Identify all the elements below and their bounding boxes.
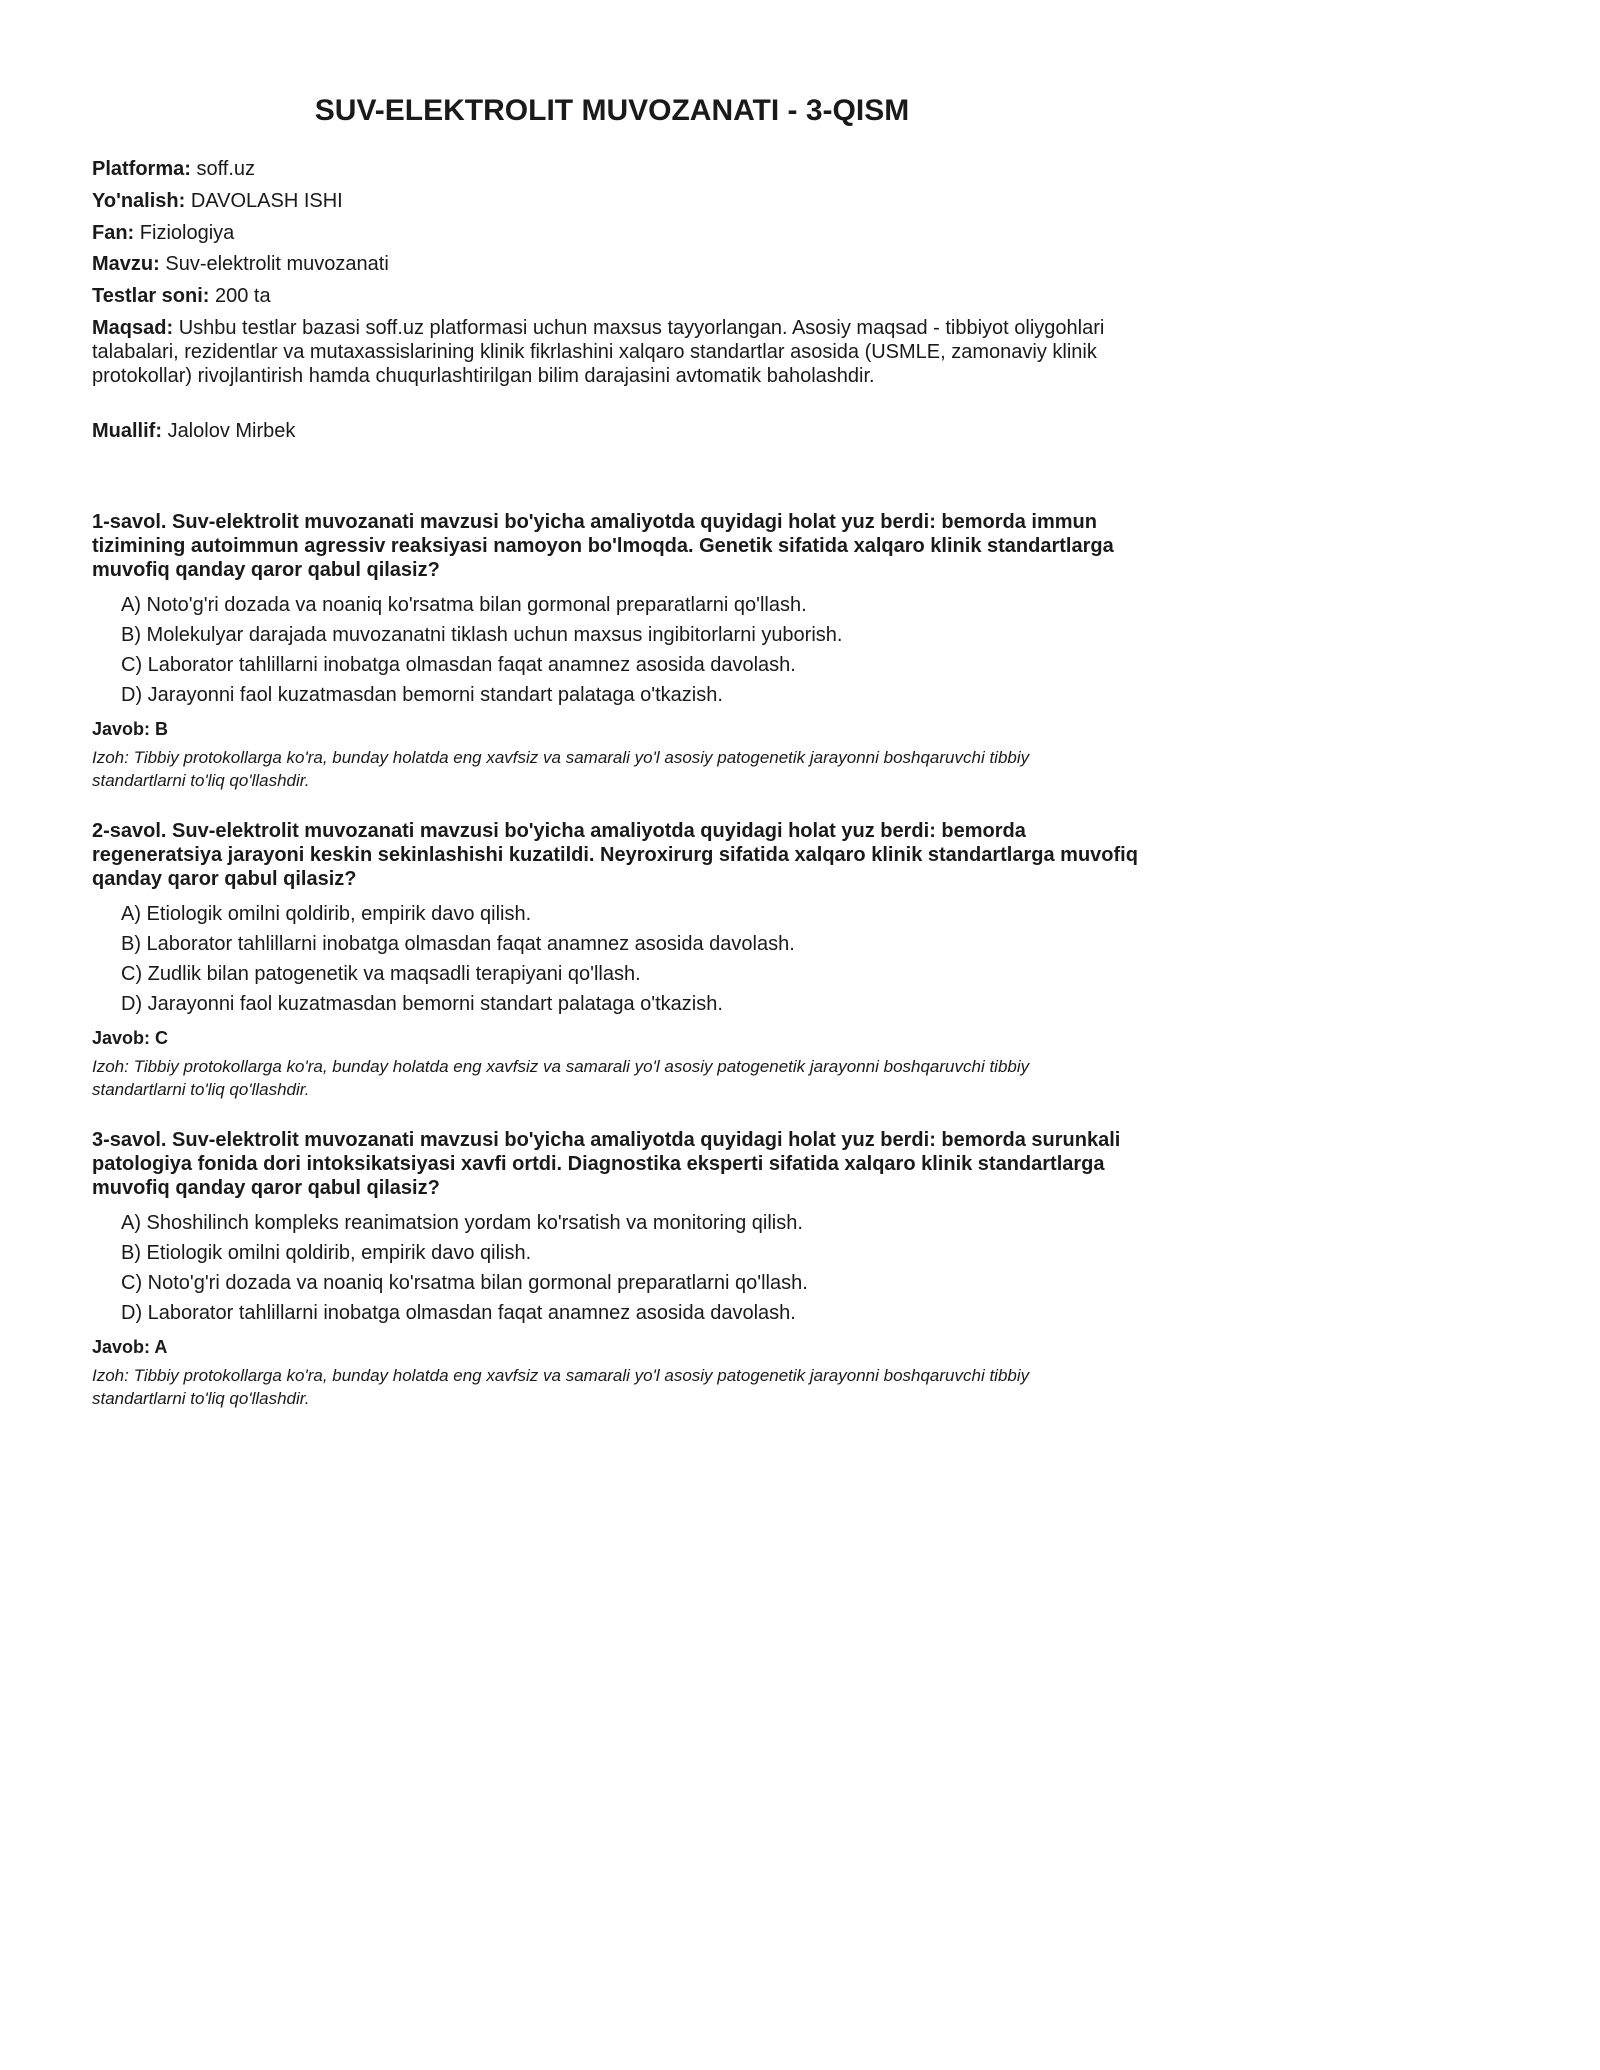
meta-label: Yo'nalish:: [92, 190, 186, 212]
meta-value: Fiziologiya: [139, 222, 235, 244]
options-list: [121, 590, 1142, 710]
meta-platform: [92, 157, 1142, 181]
option-a: A) Shoshilinch kompleks reanimatsion yordam ko'rsatish va monitoring qilish.: [121, 1212, 803, 1234]
option-a: A) Noto'g'ri dozada va noaniq ko'rsatma bilan gormonal preparatlarni qo'llash.: [121, 594, 807, 616]
meta-label: Mavzu:: [92, 253, 160, 275]
meta-label: Testlar soni:: [92, 285, 210, 307]
question-text: 2-savol. Suv-elektrolit muvozanati mavzusi bo'yicha amaliyotda quyidagi holat yuz berdi: bemorda regeneratsiya jarayoni keskin sekinlashishi kuzatildi. Neyroxirurg sifatida xalqaro klinik standartlarga muvofiq qanday qaror qabul qilasiz?: [92, 820, 1138, 890]
meta-value: Suv-elektrolit muvozanati: [165, 253, 389, 275]
explanation-note: Izoh: Tibbiy protokollarga ko'ra, bunday holatda eng xavfsiz va samarali yo'l asosiy patogenetik jarayonni boshqaruvchi tibbiy standartlarni to'liq qo'llashdir.: [92, 1057, 1030, 1099]
meta-subject: [92, 221, 1142, 245]
meta-direction: [92, 189, 1142, 213]
option-b: B) Laborator tahlillarni inobatga olmasdan faqat anamnez asosida davolash.: [121, 933, 795, 955]
document-title: SUV-ELEKTROLIT MUVOZANATI - 3-QISM: [314, 94, 910, 127]
meta-label: Maqsad:: [92, 317, 174, 339]
meta-value: DAVOLASH ISHI: [190, 190, 343, 212]
answer-label: Javob: A: [92, 1337, 168, 1357]
meta-value: Jalolov Mirbek: [167, 420, 296, 442]
option-b: B) Molekulyar darajada muvozanatni tiklash uchun maxsus ingibitorlarni yuborish.: [121, 624, 843, 646]
option-d: D) Jarayonni faol kuzatmasdan bemorni standart palataga o'tkazish.: [121, 993, 723, 1015]
option-c: C) Noto'g'ri dozada va noaniq ko'rsatma bilan gormonal preparatlarni qo'llash.: [121, 1272, 808, 1294]
option-c: C) Zudlik bilan patogenetik va maqsadli terapiyani qo'llash.: [121, 963, 641, 985]
question-block: [92, 510, 1142, 792]
meta-test-count: [92, 284, 1142, 308]
meta-value: Ushbu testlar bazasi soff.uz platformasi uchun maxsus tayyorlangan. Asosiy maqsad - tibbiyot oliygohlari talabalari, rezidentlar va mutaxassislarining klinik fikrlashini xalqaro standartlar asosida (USMLE, zamonaviy klinik protokollar) rivojlantirish hamda chuqurlashtirilgan bilim darajasini avtomatik baholashdir.: [92, 317, 1105, 387]
question-block: [92, 1128, 1142, 1410]
meta-author: [92, 419, 1142, 443]
meta-label: Platforma:: [92, 158, 191, 180]
option-d: D) Laborator tahlillarni inobatga olmasdan faqat anamnez asosida davolash.: [121, 1302, 796, 1324]
answer-label: Javob: B: [92, 719, 169, 739]
meta-topic: [92, 252, 1142, 276]
explanation-note: Izoh: Tibbiy protokollarga ko'ra, bunday holatda eng xavfsiz va samarali yo'l asosiy patogenetik jarayonni boshqaruvchi tibbiy standartlarni to'liq qo'llashdir.: [92, 748, 1030, 790]
answer-label: Javob: C: [92, 1028, 169, 1048]
meta-purpose: [92, 316, 1142, 388]
question-text: 1-savol. Suv-elektrolit muvozanati mavzusi bo'yicha amaliyotda quyidagi holat yuz berdi: bemorda immun tizimining autoimmun agressiv reaksiyasi namoyon bo'lmoqda. Genetik sifatida xalqaro klinik standartlarga muvofiq qanday qaror qabul qilasiz?: [92, 511, 1114, 581]
options-list: [121, 899, 1142, 1019]
option-d: D) Jarayonni faol kuzatmasdan bemorni standart palataga o'tkazish.: [121, 684, 723, 706]
option-c: C) Laborator tahlillarni inobatga olmasdan faqat anamnez asosida davolash.: [121, 654, 796, 676]
meta-label: Muallif:: [92, 420, 162, 442]
meta-value: soff.uz: [196, 158, 256, 180]
meta-label: Fan:: [92, 222, 135, 244]
options-list: [121, 1208, 1142, 1328]
option-b: B) Etiologik omilni qoldirib, empirik davo qilish.: [121, 1242, 532, 1264]
question-block: [92, 819, 1142, 1101]
question-text: 3-savol. Suv-elektrolit muvozanati mavzusi bo'yicha amaliyotda quyidagi holat yuz berdi: bemorda surunkali patologiya fonida dori intoksikatsiyasi xavfi ortdi. Diagnostika eksperti sifatida xalqaro klinik standartlarga muvofiq qanday qaror qabul qilasiz?: [92, 1129, 1121, 1199]
meta-value: 200 ta: [215, 285, 271, 307]
option-a: A) Etiologik omilni qoldirib, empirik davo qilish.: [121, 903, 532, 925]
explanation-note: Izoh: Tibbiy protokollarga ko'ra, bunday holatda eng xavfsiz va samarali yo'l asosiy patogenetik jarayonni boshqaruvchi tibbiy standartlarni to'liq qo'llashdir.: [92, 1366, 1030, 1408]
